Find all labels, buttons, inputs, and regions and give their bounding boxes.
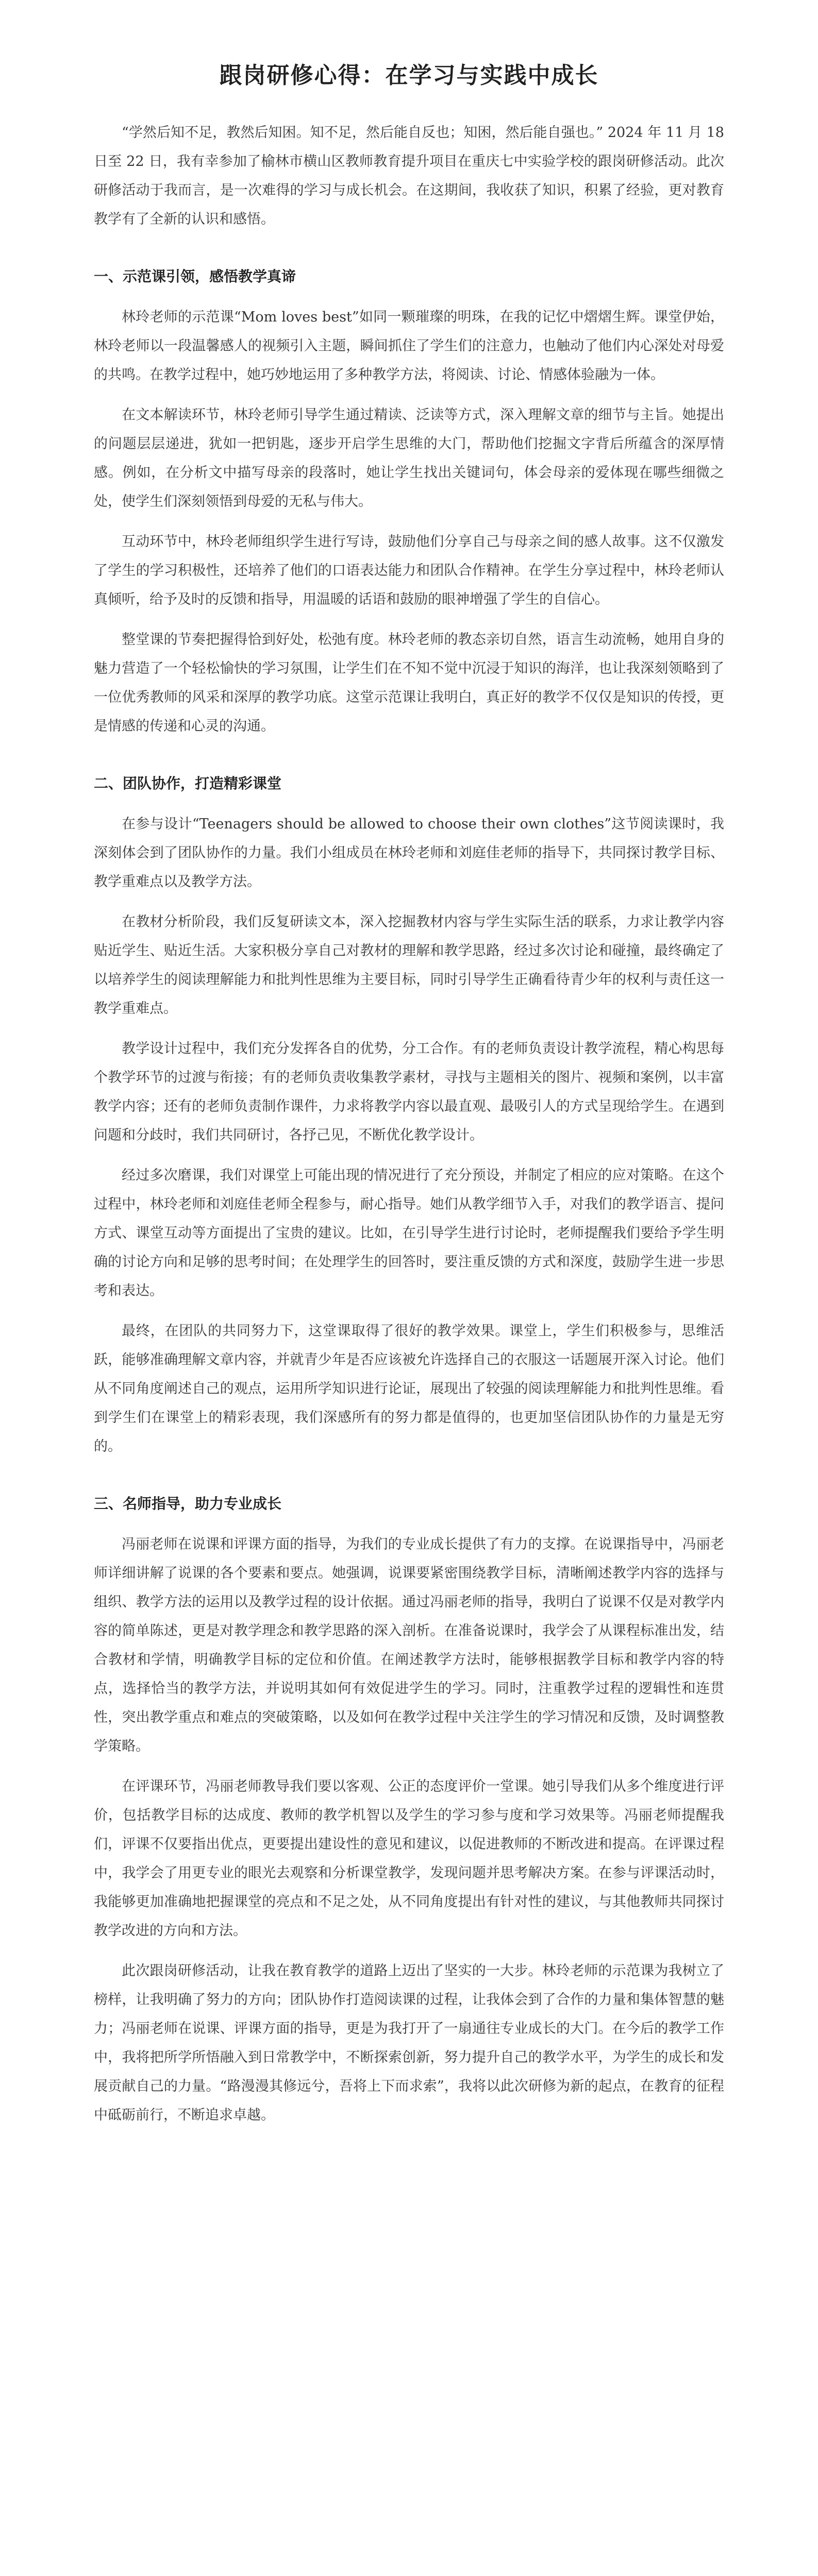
- section-heading-1: 一、示范课引领，感悟教学真谛: [94, 268, 296, 285]
- section-1-paragraph-1: 林玲老师的示范课“Mom loves best”如同一颗璀璨的明珠，在我的记忆中熠熠生辉。课堂伊始，林玲老师以一段温馨感人的视频引入主题，瞬间抓住了学生们的注意力，也触动了他们内心深处对母爱的共鸣。在教学过程中，她巧妙地运用了多种教学方法，将阅读、讨论、情感体验融为一体。: [94, 309, 724, 383]
- section-1-paragraph-4: 整堂课的节奏把握得恰到好处，松弛有度。林玲老师的教态亲切自然，语言生动流畅，她用自身的魅力营造了一个轻松愉快的学习氛围，让学生们在不知不觉中沉浸于知识的海洋，也让我深刻领略到了一位优秀教师的风采和深厚的教学功底。这堂示范课让我明白，真正好的教学不仅仅是知识的传授，更是情感的传递和心灵的沟通。: [94, 632, 724, 734]
- section-2-paragraph-5: 最终，在团队的共同努力下，这堂课取得了很好的教学效果。课堂上，学生们积极参与，思维活跃，能够准确理解文章内容，并就青少年是否应该被允许选择自己的衣服这一话题展开深入讨论。他们从不同角度阐述自己的观点，运用所学知识进行论证，展现出了较强的阅读理解能力和批判性思维。看到学生们在课堂上的精彩表现，我们深感所有的努力都是值得的，也更加坚信团队协作的力量是无穷的。: [94, 1323, 724, 1454]
- page-title: 跟岗研修心得：在学习与实践中成长: [219, 62, 599, 89]
- section-2-paragraph-3: 教学设计过程中，我们充分发挥各自的优势，分工合作。有的老师负责设计教学流程，精心构思每个教学环节的过渡与衔接；有的老师负责收集教学素材，寻找与主题相关的图片、视频和案例，以丰富教学内容；还有的老师负责制作课件，力求将教学内容以最直观、最吸引人的方式呈现给学生。在遇到问题和分歧时，我们共同研讨，各抒己见，不断优化教学设计。: [94, 1041, 724, 1143]
- intro-paragraph: “学然后知不足，教然后知困。知不足，然后能自反也；知困，然后能自强也。” 2024 年 11 月 18 日至 22 日，我有幸参加了榆林市横山区教师教育提升项目在重庆七中实验学校的跟岗研修活动。此次研修活动于我而言，是一次难得的学习与成长机会。在这期间，我收获了知识，积累了经验，更对教育教学有了全新的认识和感悟。: [94, 125, 724, 227]
- section-1-paragraph-3: 互动环节中，林玲老师组织学生进行写诗，鼓励他们分享自己与母亲之间的感人故事。这不仅激发了学生的学习积极性，还培养了他们的口语表达能力和团队合作精神。在学生分享过程中，林玲老师认真倾听，给予及时的反馈和指导，用温暖的话语和鼓励的眼神增强了学生的自信心。: [94, 534, 724, 607]
- section-2-paragraph-1: 在参与设计“Teenagers should be allowed to choose their own clothes”这节阅读课时，我深刻体会到了团队协作的力量。我们小组成员在林玲老师和刘庭佳老师的指导下，共同探讨教学目标、教学重难点以及教学方法。: [94, 816, 724, 890]
- section-heading-2: 二、团队协作，打造精彩课堂: [94, 775, 282, 792]
- section-3-paragraph-3: 此次跟岗研修活动，让我在教育教学的道路上迈出了坚实的一大步。林玲老师的示范课为我树立了榜样，让我明确了努力的方向；团队协作打造阅读课的过程，让我体会到了合作的力量和集体智慧的魅力；冯丽老师在说课、评课方面的指导，更是为我打开了一扇通往专业成长的大门。在今后的教学工作中，我将把所学所悟融入到日常教学中，不断探索创新，努力提升自己的教学水平，为学生的成长和发展贡献自己的力量。“路漫漫其修远兮，吾将上下而求索”，我将以此次研修为新的起点，在教育的征程中砥砺前行，不断追求卓越。: [94, 1963, 724, 2123]
- section-2-paragraph-2: 在教材分析阶段，我们反复研读文本，深入挖掘教材内容与学生实际生活的联系，力求让教学内容贴近学生、贴近生活。大家积极分享自己对教材的理解和教学思路，经过多次讨论和碰撞，最终确定了以培养学生的阅读理解能力和批判性思维为主要目标，同时引导学生正确看待青少年的权利与责任这一教学重难点。: [94, 914, 724, 1016]
- section-2-paragraph-4: 经过多次磨课，我们对课堂上可能出现的情况进行了充分预设，并制定了相应的应对策略。在这个过程中，林玲老师和刘庭佳老师全程参与，耐心指导。她们从教学细节入手，对我们的教学语言、提问方式、课堂互动等方面提出了宝贵的建议。比如，在引导学生进行讨论时，老师提醒我们要给予学生明确的讨论方向和足够的思考时间；在处理学生的回答时，要注重反馈的方式和深度，鼓励学生进一步思考和表达。: [94, 1167, 724, 1299]
- section-3-paragraph-2: 在评课环节，冯丽老师教导我们要以客观、公正的态度评价一堂课。她引导我们从多个维度进行评价，包括教学目标的达成度、教师的教学机智以及学生的学习参与度和学习效果等。冯丽老师提醒我们，评课不仅要指出优点，更要提出建设性的意见和建议，以促进教师的不断改进和提高。在评课过程中，我学会了用更专业的眼光去观察和分析课堂教学，发现问题并思考解决方案。在参与评课活动时，我能够更加准确地把握课堂的亮点和不足之处，从不同角度提出有针对性的建议，与其他教师共同探讨教学改进的方向和方法。: [94, 1778, 724, 1939]
- section-3-paragraph-1: 冯丽老师在说课和评课方面的指导，为我们的专业成长提供了有力的支撑。在说课指导中，冯丽老师详细讲解了说课的各个要素和要点。她强调，说课要紧密围绕教学目标，清晰阐述教学内容的选择与组织、教学方法的运用以及教学过程的设计依据。通过冯丽老师的指导，我明白了说课不仅是对教学内容的简单陈述，更是对教学理念和教学思路的深入剖析。在准备说课时，我学会了从课程标准出发，结合教材和学情，明确教学目标的定位和价值。在阐述教学方法时，能够根据教学目标和教学内容的特点，选择恰当的教学方法，并说明其如何有效促进学生的学习。同时，注重教学过程的逻辑性和连贯性，突出教学重点和难点的突破策略，以及如何在教学过程中关注学生的学习情况和反馈，及时调整教学策略。: [94, 1536, 724, 1754]
- section-1-paragraph-2: 在文本解读环节，林玲老师引导学生通过精读、泛读等方式，深入理解文章的细节与主旨。她提出的问题层层递进，犹如一把钥匙，逐步开启学生思维的大门，帮助他们挖掘文字背后所蕴含的深厚情感。例如，在分析文中描写母亲的段落时，她让学生找出关键词句，体会母亲的爱体现在哪些细微之处，使学生们深刻领悟到母爱的无私与伟大。: [94, 407, 724, 510]
- section-heading-3: 三、名师指导，助力专业成长: [94, 1495, 282, 1512]
